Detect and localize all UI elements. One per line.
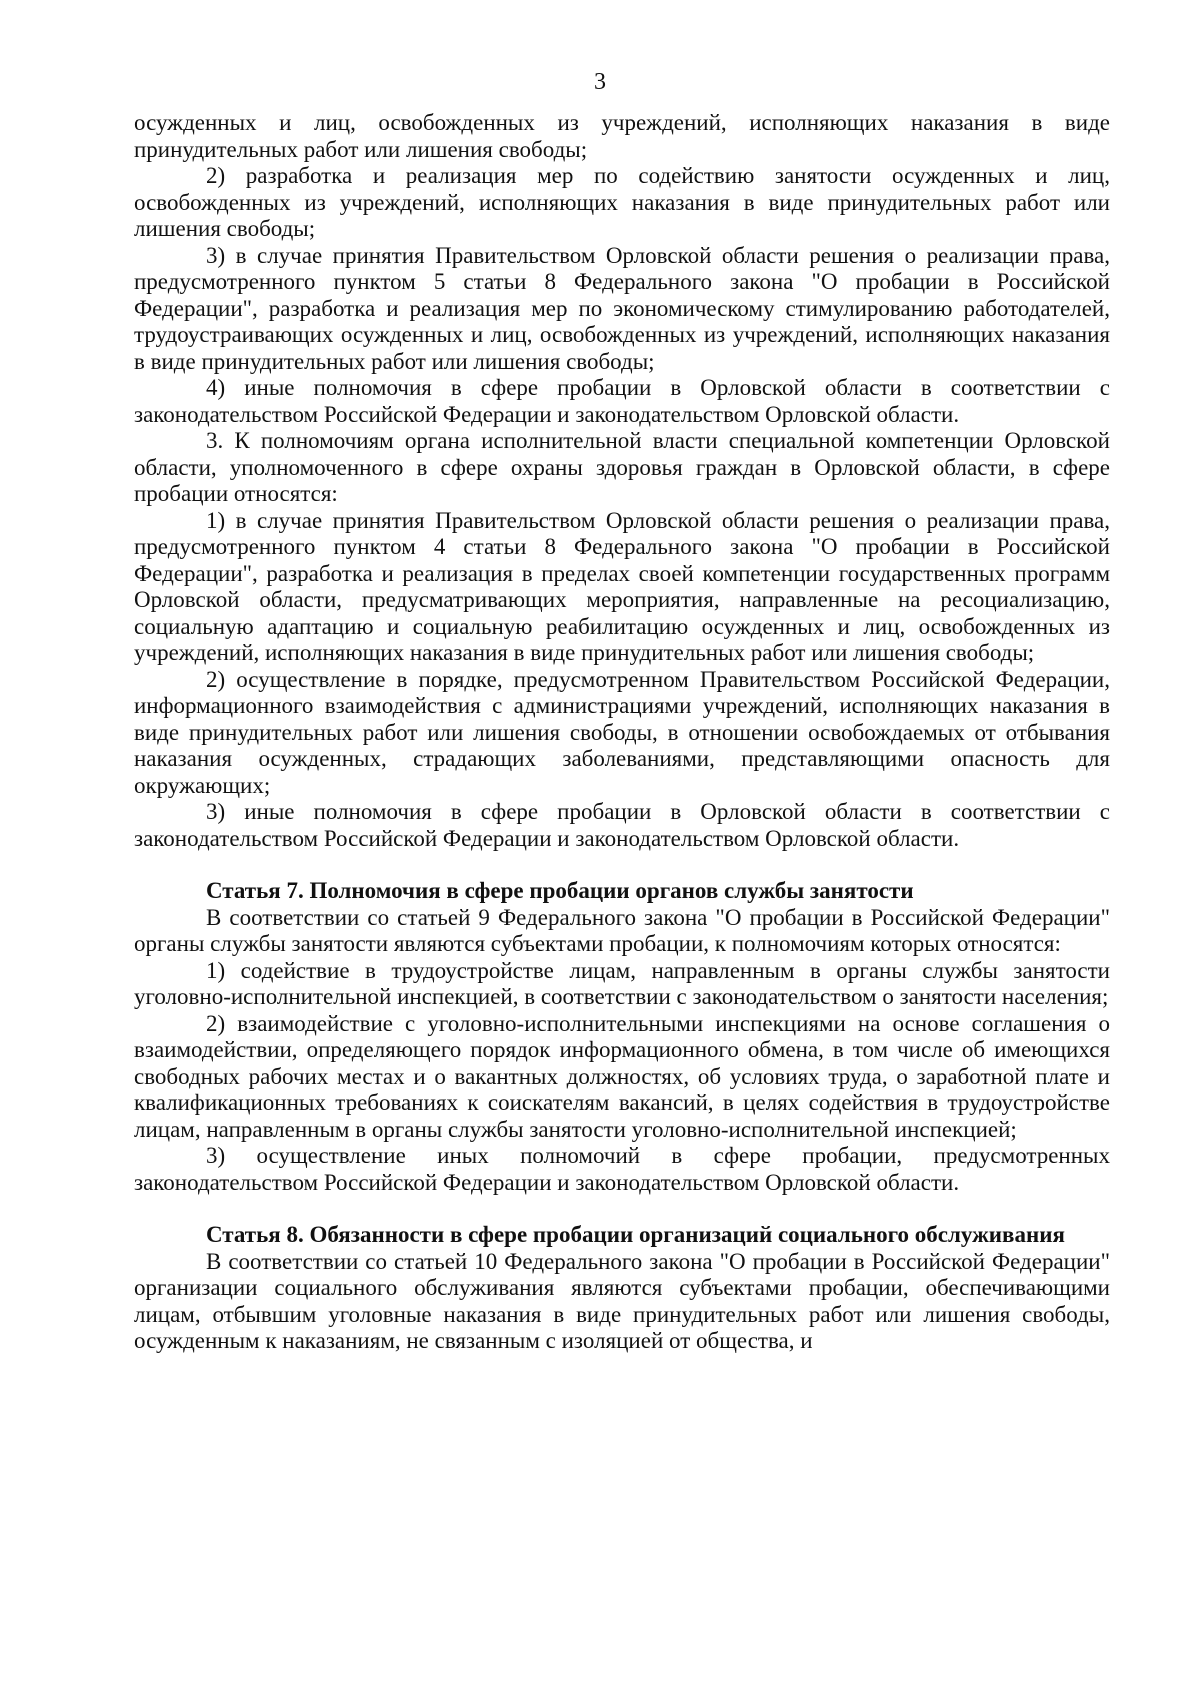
article-heading: Статья 8. Обязанности в сфере пробации организаций социального обслуживания [206,1222,1065,1247]
paragraph: 3. К полномочиям органа исполнительной власти специальной компетенции Орловской области, уполномоченного в сфере охраны здоровья граждан в Орловской области, в сфере пробации относятся: [134,428,1110,506]
paragraph: В соответствии со статьей 10 Федерального закона "О пробации в Российской Федерации" организации социального обслуживания являются субъектами пробации, обеспечивающими лицам, отбывшим уголовные наказания в виде принудительных работ или лишения свободы, осужденным к наказаниям, не связанным с изоляцией от общества, и [134,1248,1110,1353]
article-heading: Статья 7. Полномочия в сфере пробации органов службы занятости [206,878,914,903]
document-body [134,110,1110,1355]
paragraph: 3) осуществление иных полномочий в сфере пробации, предусмотренных законодательством Российской Федерации и законодательством Орловской области. [134,1143,1110,1195]
section-gap [134,852,1110,878]
paragraph: 2) осуществление в порядке, предусмотренном Правительством Российской Федерации, информационного взаимодействия с администрациями учреждений, исполняющих наказания в виде принудительных работ или лишения свободы, в отношении освобождаемых от отбывания наказания осужденных, страдающих заболеваниями, представляющими опасность для окружающих; [134,666,1110,798]
paragraph: В соответствии со статьей 9 Федерального закона "О пробации в Российской Федерации" органы службы занятости являются субъектами пробации, к полномочиям которых относятся: [134,904,1110,956]
paragraph: 1) в случае принятия Правительством Орловской области решения о реализации права, предусмотренного пунктом 4 статьи 8 Федерального закона "О пробации в Российской Федерации", разработка и реализация в пределах своей компетенции государственных программ Орловской области, предусматривающих мероприятия, направленные на ресоциализацию, социальную адаптацию и социальную реабилитацию осужденных и лиц, освобожденных из учреждений, исполняющих наказания в виде принудительных работ или лишения свободы; [134,507,1110,665]
paragraph: 2) взаимодействие с уголовно-исполнительными инспекциями на основе соглашения о взаимодействии, определяющего порядок информационного обмена, в том числе об имеющихся свободных рабочих местах и о вакантных должностях, об условиях труда, о заработной плате и квалификационных требованиях к соискателям вакансий, в целях содействия в трудоустройстве лицам, направленным в органы службы занятости уголовно-исполнительной инспекцией; [134,1010,1110,1142]
paragraph: 1) содействие в трудоустройстве лицам, направленным в органы службы занятости уголовно-исполнительной инспекцией, в соответствии с законодательством о занятости населения; [134,957,1110,1009]
paragraph: осужденных и лиц, освобожденных из учреждений, исполняющих наказания в виде принудительных работ или лишения свободы; [134,110,1110,162]
paragraph: 4) иные полномочия в сфере пробации в Орловской области в соответствии с законодательством Российской Федерации и законодательством Орловской области. [134,375,1110,427]
page-number: 3 [594,69,606,95]
paragraph: 3) иные полномочия в сфере пробации в Орловской области в соответствии с законодательством Российской Федерации и законодательством Орловской области. [134,799,1110,851]
paragraph: 2) разработка и реализация мер по содействию занятости осужденных и лиц, освобожденных из учреждений, исполняющих наказания в виде принудительных работ или лишения свободы; [134,163,1110,241]
paragraph: 3) в случае принятия Правительством Орловской области решения о реализации права, предусмотренного пунктом 5 статьи 8 Федерального закона "О пробации в Российской Федерации", разработка и реализация мер по экономическому стимулированию работодателей, трудоустраивающих осужденных и лиц, освобожденных из учреждений, исполняющих наказания в виде принудительных работ или лишения свободы; [134,242,1110,374]
section-gap [134,1196,1110,1222]
